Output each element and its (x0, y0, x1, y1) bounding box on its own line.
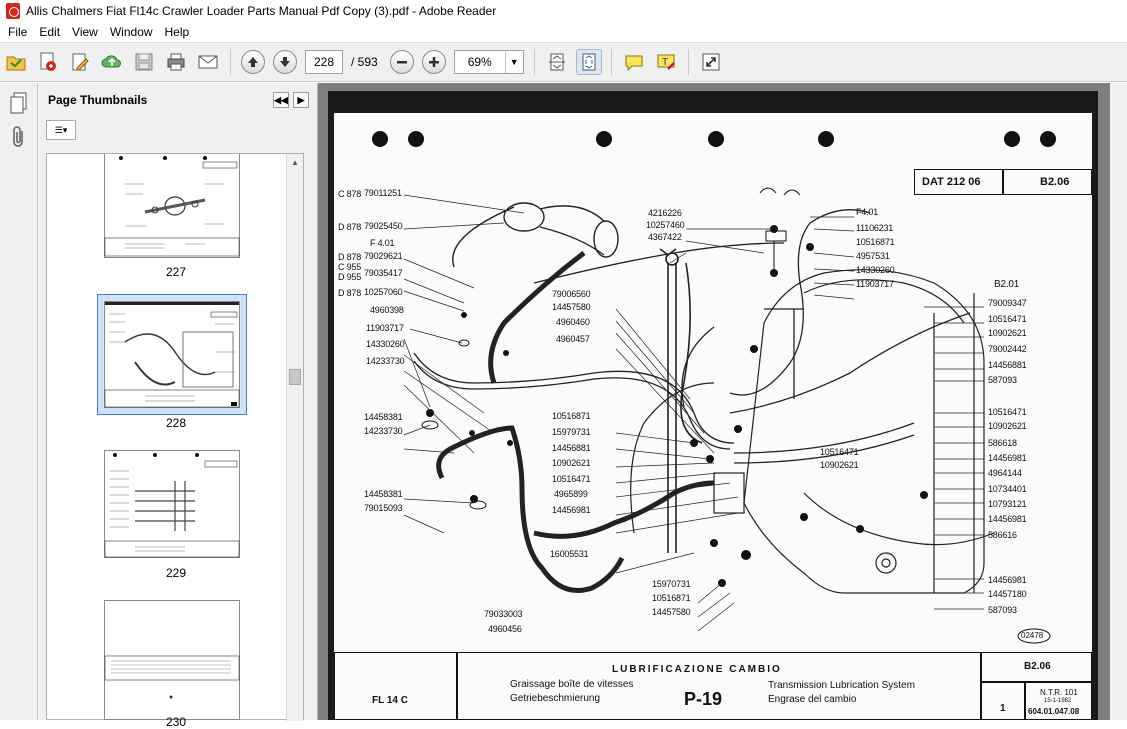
toolbar (0, 42, 1127, 82)
thumbnail-preview (105, 451, 239, 557)
part-label: 79033003 (484, 609, 523, 619)
panel-header (38, 83, 317, 117)
cloud-upload-icon (101, 51, 123, 73)
menu-window[interactable]: Window (109, 25, 153, 39)
title-block-divider (456, 652, 458, 720)
part-label: 79015093 (364, 503, 403, 513)
sheet-number: 1 (1000, 703, 1006, 714)
header-code: B2.06 (1040, 176, 1070, 188)
thumbnail-label: 228 (165, 416, 187, 430)
part-label: B2.01 (994, 279, 1020, 290)
part-label: 10516471 (820, 447, 859, 457)
thumbnail-preview (105, 154, 239, 256)
part-label: 4957531 (856, 251, 890, 261)
window-title: Allis Chalmers Fiat Fl14c Crawler Loader Parts Manual Pdf Copy (3).pdf - Adobe Reader (26, 4, 497, 18)
arrow-down-icon (278, 55, 292, 69)
part-label: 79006560 (552, 289, 591, 299)
document-page (328, 91, 1098, 720)
page-total: / 593 (351, 55, 378, 69)
part-label: 4964144 (988, 468, 1022, 478)
part-label: 14233730 (364, 426, 403, 436)
part-label: D 878 (338, 288, 362, 298)
part-label: D 955 (338, 272, 362, 282)
part-label: 14456881 (988, 360, 1027, 370)
part-label: 10793121 (988, 499, 1027, 509)
zoom-select[interactable] (454, 50, 524, 74)
title-french: Graissage boîte de vitesses (510, 679, 634, 690)
highlighter-icon (655, 51, 677, 73)
part-label: 10516471 (988, 407, 1027, 417)
part-label: 4960398 (370, 305, 404, 315)
header-divider (1002, 169, 1004, 195)
part-label: 10516871 (856, 237, 895, 247)
menu-help[interactable]: Help (164, 25, 190, 39)
thumbnail-page-230[interactable] (104, 600, 240, 720)
fit-page-icon (578, 51, 600, 73)
parts-diagram (334, 113, 1092, 720)
part-label: 15970731 (652, 579, 691, 589)
create-pdf-button[interactable] (35, 49, 61, 75)
thumbnail-page-227[interactable] (104, 154, 240, 258)
part-label: 14330260 (366, 339, 405, 349)
title-spanish: Engrase del cambio (768, 694, 857, 705)
part-label: 4367422 (648, 232, 682, 242)
part-label: 14458381 (364, 489, 403, 499)
title-german: Getriebeschmierung (510, 693, 601, 704)
part-label: 14330260 (856, 265, 895, 275)
thumbnail-page-229[interactable] (104, 450, 240, 558)
part-label: 10902621 (552, 458, 591, 468)
paperclip-icon (9, 125, 29, 149)
part-label: 11903717 (856, 279, 894, 289)
expand-icon (700, 51, 722, 73)
zoom-input[interactable] (455, 51, 505, 73)
part-label: 587093 (988, 375, 1017, 385)
title-italian: LUBRIFICAZIONE CAMBIO (612, 664, 782, 675)
issue-date: 15-1-1982 (1044, 698, 1072, 704)
part-label: 10516871 (652, 593, 691, 603)
collapse-panel-button[interactable] (273, 92, 289, 108)
part-label: C 878 (338, 189, 362, 199)
part-label: 79035417 (364, 268, 403, 278)
footer-code: B2.06 (1024, 661, 1051, 672)
part-label: 14456881 (552, 443, 591, 453)
page-thumbnails-panel (38, 83, 318, 729)
part-label: 14456981 (988, 514, 1027, 524)
save-button[interactable] (131, 49, 157, 75)
zoom-out-button[interactable] (390, 50, 414, 74)
thumbnail-label: 229 (165, 566, 187, 580)
part-label: F 4.01 (370, 238, 395, 248)
part-label: 14233730 (366, 356, 405, 366)
envelope-icon (197, 51, 219, 73)
part-label: D 878 (338, 252, 362, 262)
comment-button[interactable] (621, 49, 647, 75)
document-number: 604.01.047.08 (1028, 707, 1080, 716)
thumbnail-list[interactable] (46, 153, 304, 729)
part-label: 586616 (988, 530, 1017, 540)
part-label: 10902621 (820, 460, 859, 470)
thumbnail-page-228[interactable] (104, 301, 240, 408)
menu-view[interactable]: View (72, 25, 98, 39)
thumbnail-options-button[interactable] (46, 120, 76, 140)
part-label: 10734401 (988, 484, 1027, 494)
part-label: 14456981 (988, 575, 1027, 585)
part-label: 10516871 (552, 411, 591, 421)
print-button[interactable] (163, 49, 189, 75)
part-label: 14457580 (552, 302, 591, 312)
chevron-down-icon[interactable]: ▼ (505, 51, 523, 73)
fit-page-scroll-icon (546, 51, 568, 73)
toolbar-separator (688, 49, 689, 75)
part-label: 10516471 (552, 474, 591, 484)
thumbnail-preview (105, 302, 239, 407)
navigation-pane-bar (0, 83, 38, 720)
fit-page-button[interactable] (576, 49, 602, 75)
part-label: 4960456 (488, 624, 522, 634)
toolbar-separator (534, 49, 535, 75)
upload-cloud-button[interactable] (99, 49, 125, 75)
thumbnail-label: 227 (165, 265, 187, 279)
thumbnail-scrollbar[interactable] (286, 154, 303, 721)
options-list-icon: ☰▾ (54, 124, 68, 135)
thumbnail-label: 230 (165, 715, 187, 729)
speech-bubble-icon (623, 51, 645, 73)
part-label: 79002442 (988, 344, 1027, 354)
part-label: 10902621 (988, 328, 1027, 338)
part-label: 10516471 (988, 314, 1027, 324)
model-name: FL 14 C (372, 695, 408, 706)
document-scrollbar[interactable] (1110, 83, 1127, 720)
part-label: C 955 (338, 262, 362, 272)
part-label: 14457180 (988, 589, 1027, 599)
part-label: 11106231 (856, 223, 894, 233)
open-file-button[interactable] (3, 49, 29, 75)
toolbar-separator (230, 49, 231, 75)
email-button[interactable] (195, 49, 221, 75)
panel-title: Page Thumbnails (48, 93, 148, 107)
part-label: 79029621 (364, 251, 403, 261)
arrow-up-icon (246, 55, 260, 69)
part-label: 587093 (988, 605, 1017, 615)
plate-number: P-19 (684, 689, 723, 709)
title-english: Transmission Lubrication System (768, 680, 915, 691)
ntr-number: N.T.R. 101 (1040, 688, 1078, 697)
fit-width-button[interactable] (544, 49, 570, 75)
title-block-divider (1024, 681, 1026, 720)
folder-icon (5, 51, 27, 73)
part-label: 14457580 (652, 607, 691, 617)
title-block-divider (980, 681, 1092, 683)
title-block-divider (980, 652, 982, 720)
previous-page-button[interactable] (241, 50, 265, 74)
attachments-toggle[interactable] (5, 123, 33, 151)
scrollbar-thumb[interactable] (289, 369, 301, 385)
next-page-button[interactable] (273, 50, 297, 74)
double-chevron-left-icon: ◀◀ (274, 94, 288, 105)
part-label: 14458381 (364, 412, 403, 422)
part-label: 11903717 (366, 323, 404, 333)
full-screen-button[interactable] (698, 49, 724, 75)
part-label: 15979731 (552, 427, 591, 437)
floppy-disk-icon (133, 51, 155, 73)
part-label: 4965899 (554, 489, 588, 499)
part-label: 10257060 (364, 287, 403, 297)
part-label: 14456981 (988, 453, 1027, 463)
edit-pdf-button[interactable] (67, 49, 93, 75)
thumbnail-preview (105, 601, 239, 719)
zoom-in-button[interactable] (422, 50, 446, 74)
plus-icon (427, 55, 441, 69)
part-label: F4.01 (856, 207, 879, 217)
document-viewer[interactable] (318, 83, 1127, 720)
pages-icon (8, 91, 30, 115)
part-label: 79025450 (364, 221, 403, 231)
part-label: 16005531 (550, 549, 589, 559)
menu-edit[interactable]: Edit (39, 25, 61, 39)
part-label: 14456981 (552, 505, 591, 515)
scroll-up-icon[interactable]: ▲ (291, 158, 299, 167)
part-label: 79011251 (364, 188, 402, 198)
part-label: 586618 (988, 438, 1017, 448)
svg-text:T: T (661, 57, 668, 68)
minus-icon (395, 55, 409, 69)
part-label: 4960457 (556, 334, 590, 344)
highlight-text-button[interactable] (653, 49, 679, 75)
part-label: 4960460 (556, 317, 590, 327)
page-thumbnails-toggle[interactable] (5, 89, 33, 117)
triangle-right-icon: ▶ (297, 94, 305, 105)
page-number-input[interactable] (305, 50, 343, 74)
stamp-number: 02478 (1021, 631, 1044, 640)
part-label: 4216226 (648, 208, 682, 218)
part-label: D 878 (338, 222, 362, 232)
part-label: 10902621 (988, 421, 1027, 431)
panel-options-bar (38, 117, 317, 143)
edit-pencil-icon (69, 51, 91, 73)
header-dat: DAT 212 06 (922, 176, 981, 188)
toolbar-separator (611, 49, 612, 75)
parts-diagram-page (334, 113, 1092, 720)
part-label: 79009347 (988, 298, 1027, 308)
part-label: 10257460 (646, 220, 685, 230)
menu-file[interactable]: File (8, 25, 28, 39)
create-pdf-icon (37, 51, 59, 73)
menu-bar (0, 22, 1127, 42)
pdf-app-icon (6, 3, 20, 19)
printer-icon (165, 51, 187, 73)
panel-menu-button[interactable] (293, 92, 309, 108)
title-bar (0, 0, 1127, 22)
